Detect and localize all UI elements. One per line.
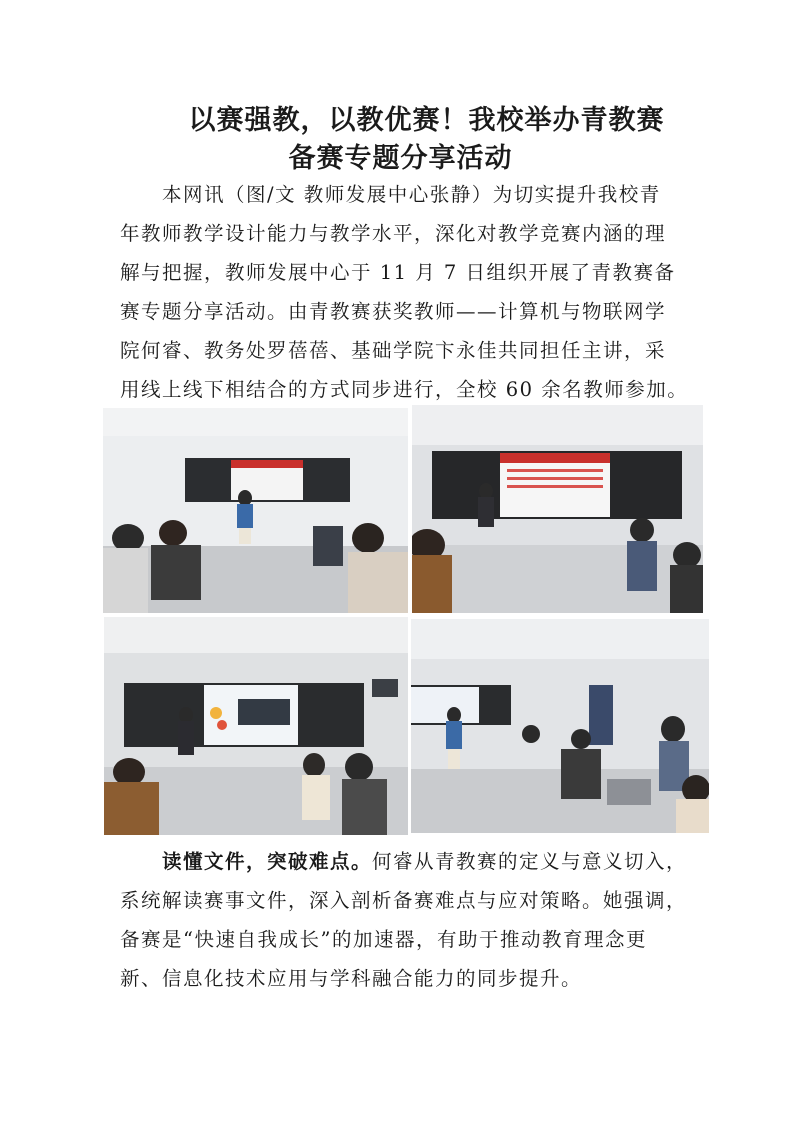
article-title-line-2: 备赛专题分享活动 (288, 143, 513, 174)
intro-line: 赛专题分享活动。由青教赛获奖教师——计算机与物联网学 (120, 300, 667, 323)
section-heading: 读懂文件，突破难点。 (162, 850, 373, 873)
intro-line: 本网讯（图/文 教师发展中心张静）为切实提升我校青 (120, 183, 661, 206)
section-line: 系统解读赛事文件，深入剖析备赛难点与应对策略。她强调， (120, 889, 688, 912)
section-line-text: 何睿从青教赛的定义与意义切入， (372, 850, 688, 873)
intro-paragraph (120, 175, 688, 409)
section-paragraph (120, 842, 688, 998)
classroom-photo-2 (412, 405, 703, 613)
intro-line: 年教师教学设计能力与教学水平，深化对教学竞赛内涵的理 (120, 222, 667, 245)
section-line: 新、信息化技术应用与学科融合能力的同步提升。 (120, 967, 583, 990)
section-line: 备赛是“快速自我成长”的加速器，有助于推动教育理念更 (120, 928, 647, 951)
intro-line: 解与把握，教师发展中心于 11 月 7 日组织开展了青教赛备 (120, 261, 676, 284)
intro-line: 用线上线下相结合的方式同步进行，全校 60 余名教师参加。 (120, 378, 689, 401)
classroom-photo-3 (104, 617, 408, 835)
intro-line: 院何睿、教务处罗蓓蓓、基础学院卞永佳共同担任主讲，采 (120, 339, 667, 362)
article-title-line-1: 以赛强教，以教优赛！我校举办青教赛 (188, 105, 665, 136)
classroom-photo-4 (411, 619, 709, 833)
classroom-photo-1 (103, 408, 408, 613)
section-line (120, 842, 688, 881)
